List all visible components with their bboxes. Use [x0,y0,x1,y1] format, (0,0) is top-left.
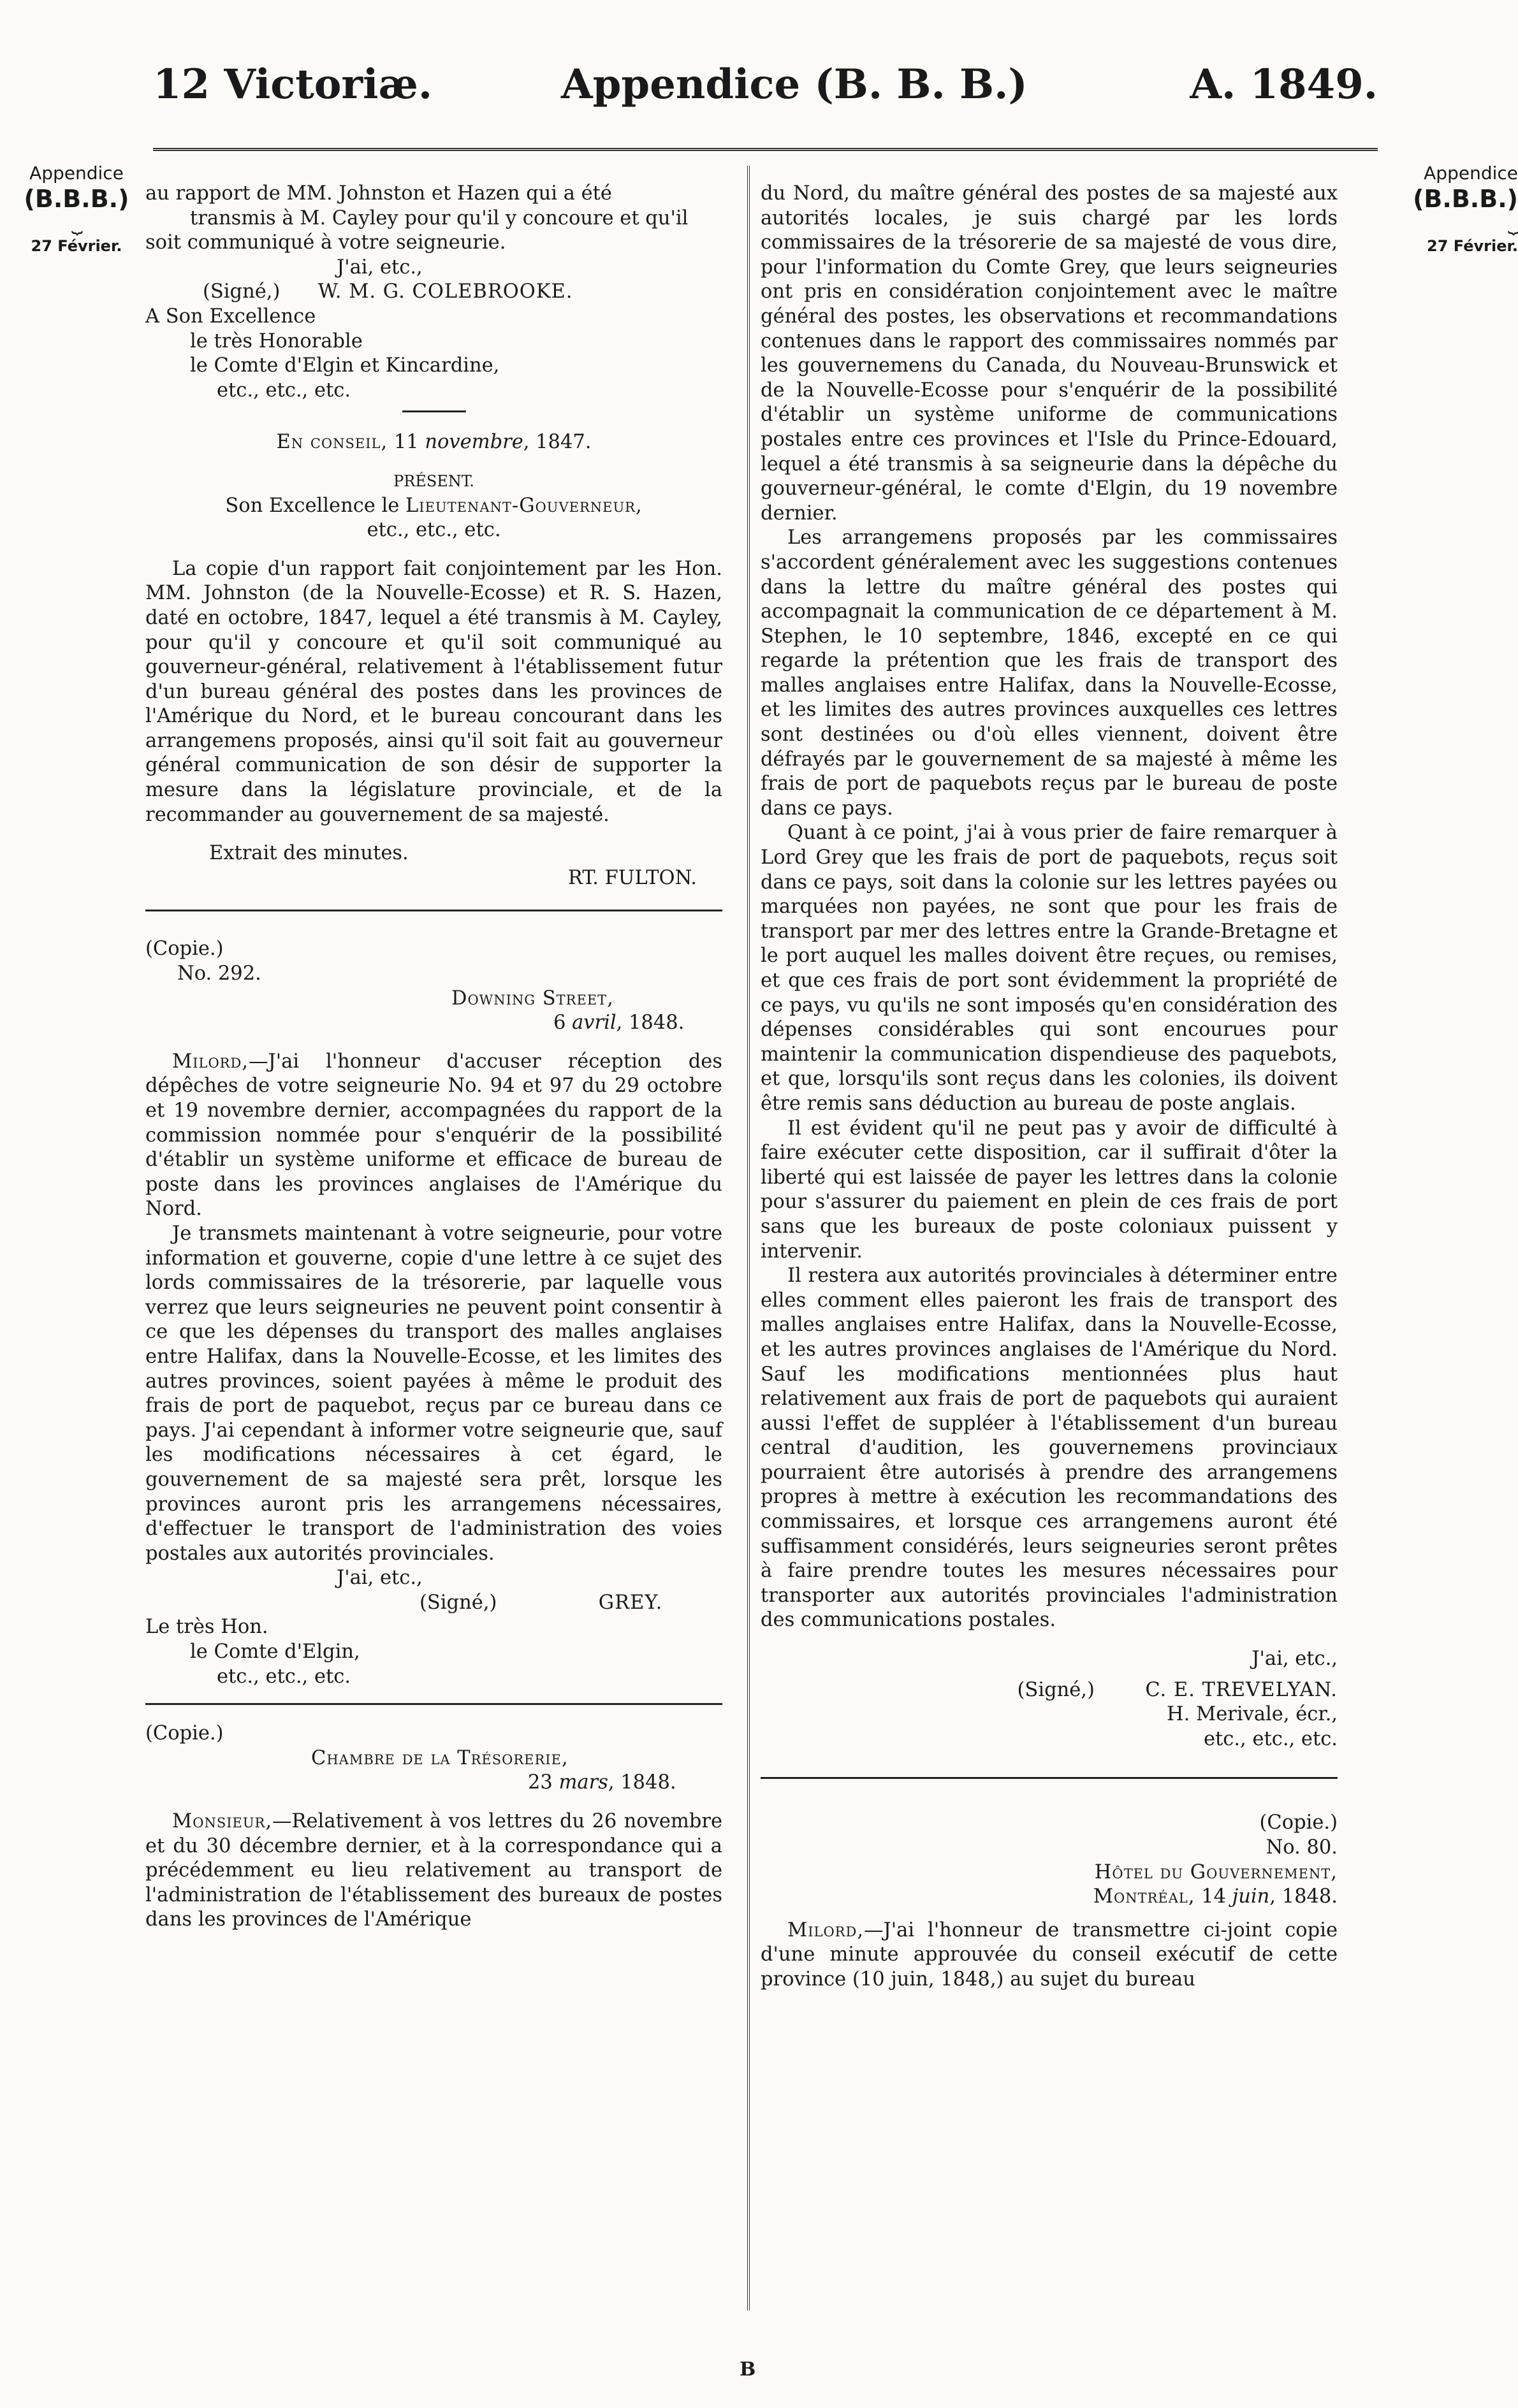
margin-note-label: Appendice [29,163,124,184]
letter-text: —J'ai l'honneur d'accuser réception des dépêches de votre seigneurie No. 94 et 97 du 29 octobre et 19 novembre dernier, accompagnées du rapport de la commission nommée pour s'enquérir de la possibilité d'établir un système uniforme et efficace de bureau de poste dans les provinces anglaises de l'Amérique du Nord. [145,1050,722,1221]
closing-salutation: J'ai, etc., [337,1567,423,1590]
header-session: 12 Victoriæ. [153,61,433,108]
letter-origin: Downing Street, [451,987,614,1010]
intro-line: transmis à M. Cayley pour qu'il y concoure et qu'il [190,207,689,229]
letter-paragraph: Quant à ce point, j'ai à vous prier de faire remarquer à Lord Grey que les frais de port de paquebots, reçus soit dans ce pays, soit dans la colonie sur les lettres payées ou marquées non payées, ne sont que pour les frais de transport par mer des lettres entre la Grande-Bretagne et le port auquel les malles doivent être reçues, ou remises, et que ces frais de port sont évidemment la propriété de ce pays, vu qu'ils ne sont imposés qu'en considération des dépenses considérables qui sont encourues pour maintenir la communication dispendieuse des paquebots, et que, lorsqu'ils sont reçus dans les colonies, ils doivent être remis sans déduction au bureau de poste anglais. [761,822,1338,1115]
letter-date [145,1771,722,1795]
intro-line: soit communiqué à votre seigneurie. [145,231,506,254]
copy-label: (Copie.) [145,938,224,961]
letter-date-day: 6 [553,1012,566,1034]
margin-note-brace: ⏟ [71,212,82,235]
signed-label: (Signé,) [203,280,281,303]
signed-label: (Signé,) [1017,1678,1095,1701]
letter-paragraph: du Nord, du maître général des postes de sa majesté aux autorités locales, je suis chargé par les lords commissaires de la trésorerie de sa majesté de vous dire, pour l'information du Comte Grey, que leurs seigneuries ont pris en considération conjointement avec le maître général des postes, les observations et recommandations contenues dans le rapport des commissaires nommés par les gouvernemens du Canada, du Nouveau-Brunswick et de la Nouvelle-Ecosse pour s'enquérir de la possibilité d'établir un système uniforme de communications postales entre ces provinces et l'Isle du Prince-Edouard, lequel a été transmis à sa seigneurie dans la dépêche du gouverneur-général, le comte d'Elgin, du 19 novembre dernier. [761,182,1338,525]
addressee-line: etc., etc., etc. [217,379,351,402]
signed-label: (Signé,) [420,1591,497,1614]
letter-date-year: , 1848. [1269,1885,1338,1908]
letter-date-month: avril [572,1012,617,1034]
section-rule [761,1777,1338,1779]
margin-note-ref: (B.B.B.) [24,185,129,213]
present-etc: etc., etc., etc. [367,519,501,542]
right-column [761,182,1338,1992]
letter-date-year: , 1848. [608,1771,676,1794]
salutation: Milord, [787,1918,865,1941]
present-excellence: Son Excellence le [225,494,400,517]
margin-note-left [13,163,140,255]
salutation: Monsieur, [172,1810,273,1833]
signature-line [761,1678,1338,1703]
council-paragraph: La copie d'un rapport fait conjointement par les Hon. MM. Johnston (de la Nouvelle-Ecosse) et R. S. Hazen, daté en octobre, 1847, lequel a été transmis à M. Cayley, pour qu'il y concoure et qu'il soit communiqué au gouverneur-général, relativement à l'établissement futur d'un bureau général des postes dans les provinces de l'Amérique du Nord, et le bureau concourant dans les arrangemens proposés, ainsi qu'il soit fait au gouverneur général communication de son désir de supporter la mesure dans la législature provinciale, et de la recommander au gouvernement de sa majesté. [145,557,722,826]
letter-paragraph: Il restera aux autorités provinciales à déterminer entre elles comment elles paieront les frais de transport des malles anglaises entre Halifax, dans la Nouvelle-Ecosse, et les autres provinces anglaises de l'Amérique du Nord. Sauf les modifications mentionnées plus haut relativement aux frais de port de paquebots qui auraient aussi l'effet de suppléer à l'établissement d'un bureau central d'audition, les gouvernemens provinciaux pourraient être autorisés à prendre des arrangemens propres à mettre à exécution les recommandations des commissaires, et lorsque ces arrangemens auront été suffisamment considérés, leurs seigneuries seront prêtes à faire prendre toutes les mesures nécessaires pour transporter aux autorités provinciales l'administration des communications postales. [761,1265,1338,1632]
letter-date-month: mars [558,1771,608,1794]
header-rule [153,148,1378,151]
margin-note-ref: (B.B.B.) [1413,185,1518,213]
addressee-line: le Comte d'Elgin et Kincardine, [190,354,500,377]
letter-number: No. 292. [177,962,261,985]
section-rule [145,910,722,911]
letter-origin: Chambre de la Trésorerie, [311,1746,569,1769]
council-heading [145,430,722,455]
signature-line [145,280,722,305]
header-year: A. 1849. [1190,61,1378,108]
column-divider [747,166,750,2310]
section-rule [402,410,466,412]
closing-salutation: J'ai, etc., [1252,1648,1338,1671]
letter-paragraph [761,1918,1338,1992]
margin-note-date: 27 Février. [31,237,122,255]
closing-salutation: J'ai, etc., [337,256,423,279]
salutation: Milord, [172,1050,249,1073]
addressee-line: le Comte d'Elgin, [190,1641,360,1664]
letter-date-year: , 1848. [616,1012,685,1034]
council-day: 11 [393,431,419,454]
letter-paragraph: Les arrangemens proposés par les commissaires s'accordent généralement avec les suggestions contenues dans la lettre du maître général des postes qui accompagnait la communication de ce département à M. Stephen, le 10 septembre, 1846, excepté en ce qui regarde la prétention que les frais de transport des malles anglaises entre Halifax, dans la Nouvelle-Ecosse, et les limites des autres provinces auxquelles ces lettres sont destinées ou d'où elles viennent, doivent être défrayés par le gouvernement de sa majesté à même les frais de port de paquebots reçus par le bureau de poste dans ce pays. [761,526,1338,820]
letter-city: Montréal, [1093,1885,1195,1908]
running-header [153,61,1378,118]
letter-number: No. 80. [1266,1836,1338,1859]
letter-text: —J'ai l'honneur de transmettre ci-joint copie d'une minute approuvée du conseil exécutif de cette province (10 juin, 1848,) au sujet du bureau [761,1918,1338,1991]
council-label: En conseil, [276,431,388,454]
addressee-line: A Son Excellence [145,305,316,328]
addressee-line: Le très Hon. [145,1616,268,1639]
letter-date-day: 23 [528,1771,553,1794]
letter-paragraph [145,1810,722,1933]
letter-paragraph: Il est évident qu'il ne peut pas y avoir de difficulté à faire exécuter cette disposition, car il suffirait d'ôter la liberté qui est laissée de payer les lettres dans la colonie pour s'assurer du paiement en plein de ces frais de port sans que les bureaux de poste coloniaux puissent y intervenir. [761,1117,1338,1263]
addressee-line: le très Honorable [190,330,363,352]
extract-label: Extrait des minutes. [209,842,409,865]
signature-line [145,1591,722,1616]
printer-signature-mark: B [740,2358,756,2381]
present-heading: PRÉSENT. [393,472,474,490]
left-column [145,182,722,1933]
section-rule [145,1703,722,1705]
present-line [145,494,722,519]
margin-note-date: 27 Février. [1427,237,1518,255]
margin-note-right [1390,163,1518,255]
signer-name: C. E. TREVELYAN. [1145,1678,1338,1701]
addressee-line: etc., etc., etc. [1203,1727,1338,1750]
letter-origin: Hôtel du Gouvernement, [1094,1860,1338,1883]
signer-name: W. M. G. COLEBROOKE. [317,280,573,303]
intro-line: au rapport de MM. Johnston et Hazen qui a été [145,182,612,205]
addressee-line: H. Merivale, écr., [1167,1703,1338,1726]
margin-note-brace: ⏟ [1508,212,1518,235]
letter-date [761,1885,1338,1910]
signer-name: GREY. [598,1591,663,1614]
addressee-line: etc., etc., etc. [217,1665,351,1688]
council-month: novembre [425,431,523,454]
letter-paragraph [145,1050,722,1222]
copy-label: (Copie.) [1259,1811,1338,1834]
copy-label: (Copie.) [145,1722,224,1745]
letter-date-month: juin [1232,1885,1270,1908]
letter-date-day: 14 [1201,1885,1227,1908]
margin-note-label: Appendice [1424,163,1518,184]
present-title: Lieutenant-Gouverneur, [405,494,643,517]
council-year: , 1847. [523,431,592,454]
letter-paragraph: Je transmets maintenant à votre seigneurie, pour votre information et gouverne, copie d'une lettre à ce sujet des lords commissaires de la trésorerie, par laquelle vous verrez que leurs seigneuries ne peuvent point consentir à ce que les dépenses du transport des malles anglaises entre Halifax, dans la Nouvelle-Ecosse, et les limites des autres provinces, soient payées à même le produit des frais de port de paquebot, reçus par ce bureau dans ce pays. J'ai cependant à informer votre seigneurie que, sauf les modifications nécessaires à cet égard, le gouvernement de sa majesté sera prêt, lorsque les provinces auront pris les arrangemens nécessaires, d'effectuer le transport de l'administration des voies postales aux autorités provinciales. [145,1222,722,1565]
clerk-signature: RT. FULTON. [567,866,697,889]
header-appendix: Appendice (B. B. B.) [561,61,1028,108]
letter-date [145,1011,722,1036]
letter-text: —Relativement à vos lettres du 26 novembre et du 30 décembre dernier, et à la correspondance qui a précédemment eu lieu relativement au transport de l'administration de l'établissement des bureaux de postes dans les provinces de l'Amérique [145,1810,722,1931]
